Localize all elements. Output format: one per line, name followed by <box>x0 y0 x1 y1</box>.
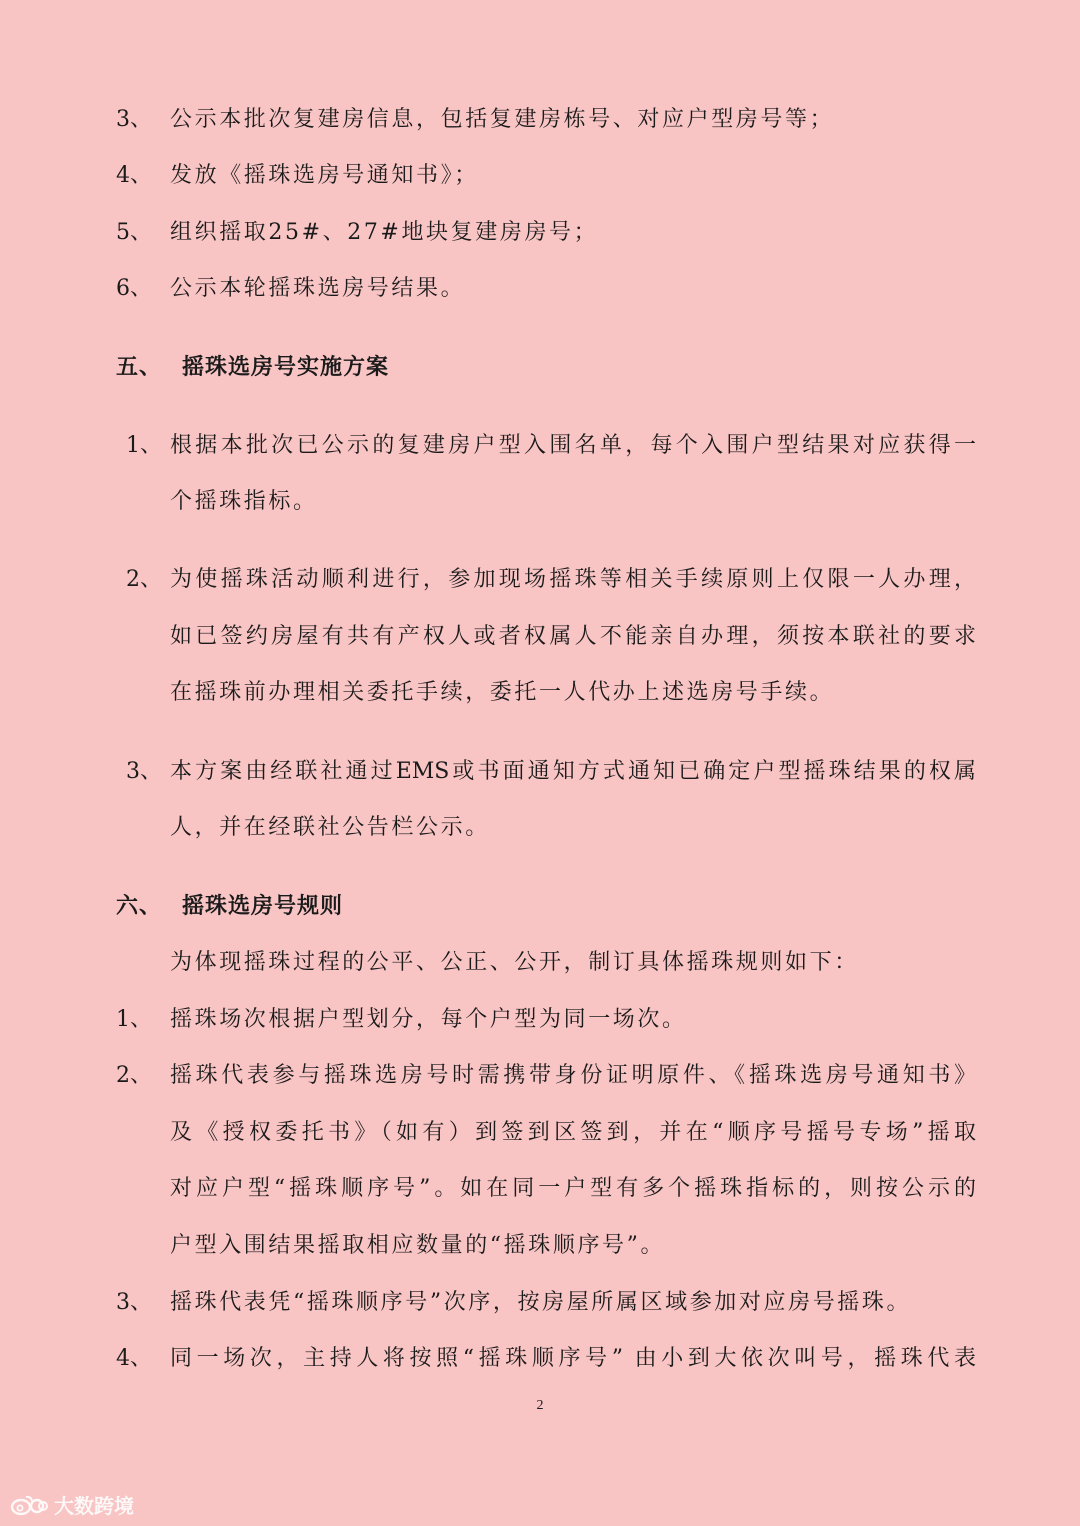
list-number: 3、 <box>126 759 162 784</box>
section-title: 摇珠选房号规则 <box>182 893 344 919</box>
paragraph-line: 摇珠代表凭“摇珠顺序号”次序，按房屋所属区域参加对应房号摇珠。 <box>170 1290 912 1315</box>
paragraph-line: 摇珠代表参与摇珠选房号时需携带身份证明原件、《摇珠选房号通知书》 <box>170 1063 976 1088</box>
list-number: 5、 <box>116 220 152 245</box>
section-number: 五、 <box>116 354 163 380</box>
section-title: 摇珠选房号实施方案 <box>182 354 390 380</box>
paragraph-line: 在摇珠前办理相关委托手续，委托一人代办上述选房号手续。 <box>170 680 835 705</box>
paragraph-line: 根据本批次已公示的复建房户型入围名单，每个入围户型结果对应获得一 <box>170 433 976 458</box>
watermark <box>10 1490 134 1519</box>
paragraph-line: 户型入围结果摇取相应数量的“摇珠顺序号”。 <box>170 1233 666 1258</box>
weibo-logo-icon <box>10 1493 48 1517</box>
list-number: 6、 <box>116 276 152 301</box>
list-item-text: 组织摇取25#、27#地块复建房房号； <box>170 220 599 245</box>
paragraph-line: 摇珠场次根据户型划分，每个户型为同一场次。 <box>170 1007 687 1032</box>
paragraph-line: 如已签约房屋有共有产权人或者权属人不能亲自办理，须按本联社的要求 <box>170 624 976 649</box>
list-number: 1、 <box>126 433 162 458</box>
paragraph-line: 为使摇珠活动顺利进行，参加现场摇珠等相关手续原则上仅限一人办理， <box>170 567 976 592</box>
intro-paragraph: 为体现摇珠过程的公平、公正、公开，制订具体摇珠规则如下： <box>170 950 859 975</box>
list-number: 2、 <box>126 567 162 592</box>
paragraph-line: 个摇珠指标。 <box>170 489 318 514</box>
paragraph-line: 人，并在经联社公告栏公示。 <box>170 815 490 840</box>
paragraph-line: 及《授权委托书》（如有）到签到区签到，并在“顺序号摇号专场”摇取 <box>170 1120 976 1145</box>
list-number: 3、 <box>116 1290 152 1315</box>
list-number: 4、 <box>116 1346 152 1371</box>
paragraph-line: 同一场次，主持人将按照“摇珠顺序号” 由小到大依次叫号，摇珠代表 <box>170 1346 976 1371</box>
section-number: 六、 <box>116 893 163 919</box>
list-number: 3、 <box>116 107 152 132</box>
list-item-text: 发放《摇珠选房号通知书》； <box>170 163 479 188</box>
list-item-text: 公示本批次复建房信息，包括复建房栋号、对应户型房号等； <box>170 107 835 132</box>
paragraph-line: 本方案由经联社通过EMS或书面通知方式通知已确定户型摇珠结果的权属 <box>170 759 976 784</box>
page-number: 2 <box>536 1398 544 1413</box>
list-number: 1、 <box>116 1007 152 1032</box>
list-number: 4、 <box>116 163 152 188</box>
paragraph-line: 对应户型“摇珠顺序号”。如在同一户型有多个摇珠指标的，则按公示的 <box>170 1176 976 1201</box>
list-number: 2、 <box>116 1063 152 1088</box>
watermark-text: 大数跨境 <box>54 1494 134 1518</box>
list-item-text: 公示本轮摇珠选房号结果。 <box>170 276 466 301</box>
